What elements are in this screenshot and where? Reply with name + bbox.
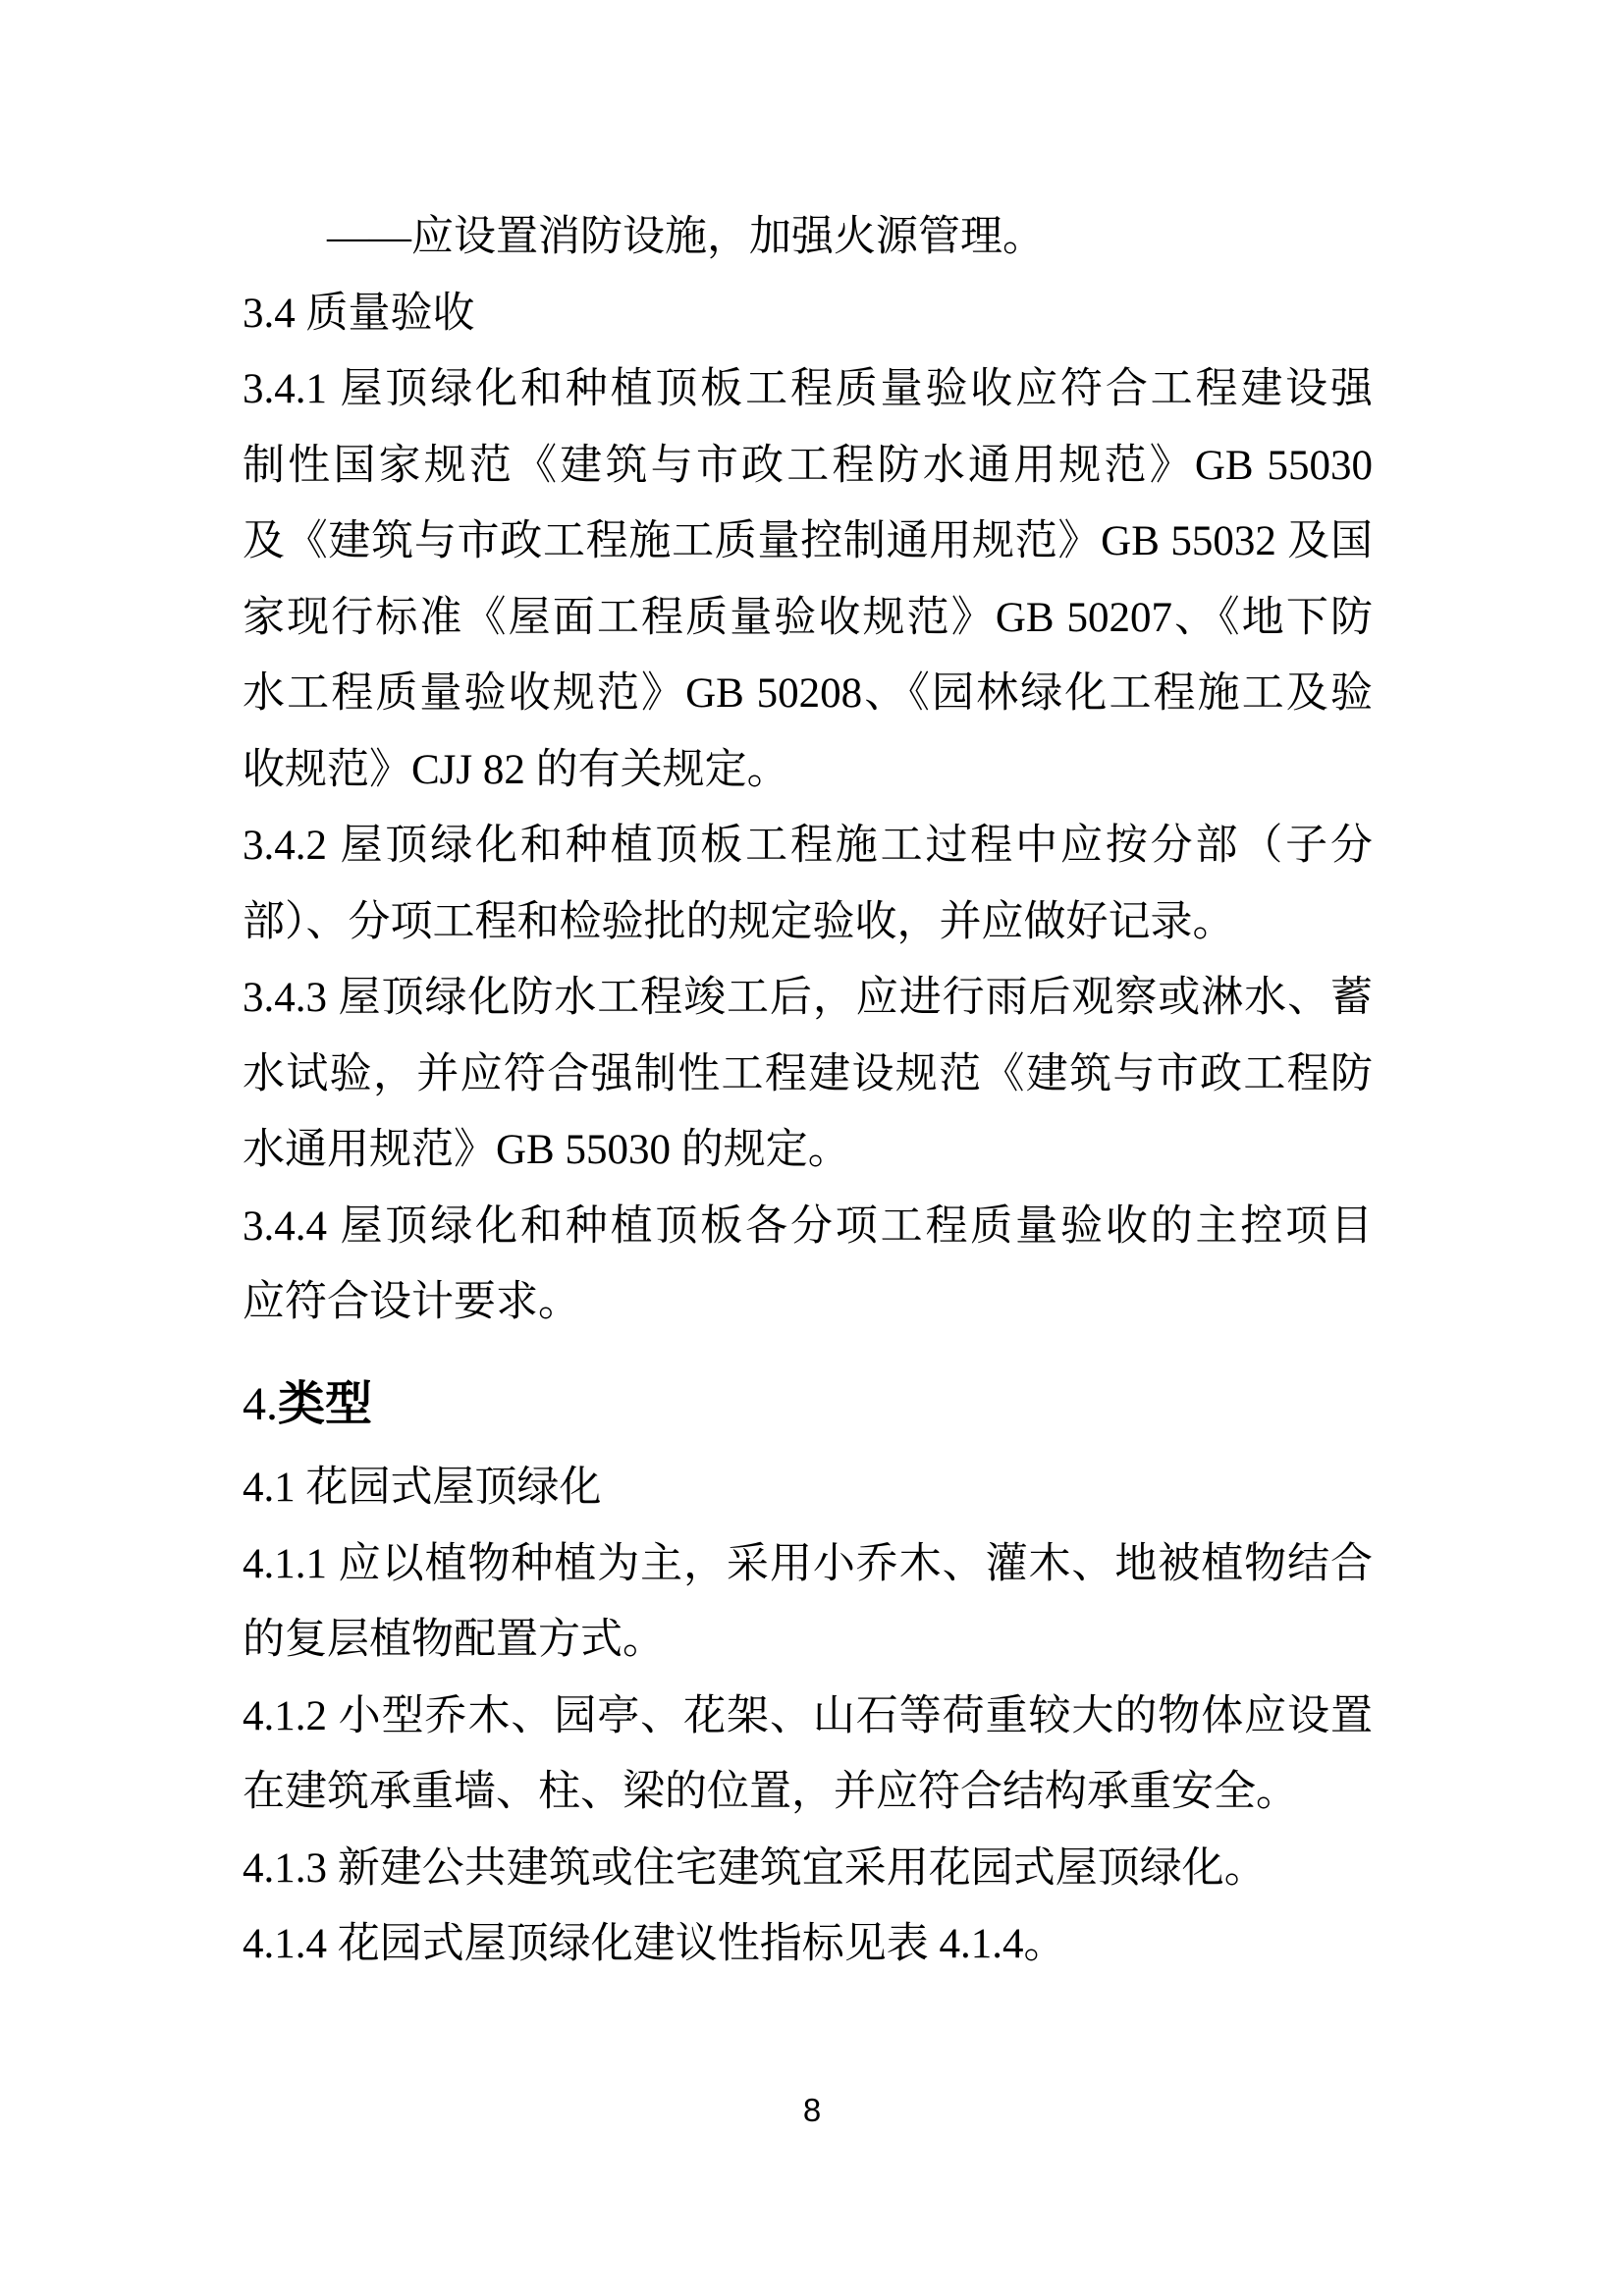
paragraph-line: 部）、分项工程和检验批的规定验收，并应做好记录。	[243, 898, 1235, 945]
paragraph-line: 4.1.4 花园式屋顶绿化建议性指标见表 4.1.4。	[243, 1921, 1066, 1967]
paragraph-line: 收规范》CJJ 82 的有关规定。	[243, 746, 789, 793]
paragraph-line: 4.1.3 新建公共建筑或住宅建筑宜采用花园式屋顶绿化。	[243, 1844, 1267, 1892]
section-title-4-1: 4.1 花园式屋顶绿化	[243, 1465, 602, 1511]
paragraph-line: 制性国家规范《建筑与市政工程防水通用规范》GB 55030	[243, 442, 1373, 489]
paragraph-line: 在建筑承重墙、柱、梁的位置，并应符合结构承重安全。	[243, 1769, 1298, 1815]
paragraph-line: 及《建筑与市政工程施工质量控制通用规范》GB 55032 及国	[243, 518, 1373, 564]
paragraph-line: 3.4.3 屋顶绿化防水工程竣工后，应进行雨后观察或淋水、蓄	[243, 975, 1373, 1021]
paragraph-line: 水工程质量验收规范》GB 50208、《园林绿化工程施工及验	[243, 670, 1373, 717]
paragraph-line: 3.4.2 屋顶绿化和种植顶板工程施工过程中应按分部（子分	[243, 823, 1373, 869]
page-footer	[0, 2091, 1624, 2130]
paragraph-line: 3.4.4 屋顶绿化和种植顶板各分项工程质量验收的主控项目	[243, 1202, 1373, 1250]
paragraph-line: ——应设置消防设施，加强火源管理。	[327, 214, 1045, 260]
section-title-3-4: 3.4 质量验收	[243, 290, 475, 337]
section-heading-number: 4.	[243, 1377, 278, 1430]
paragraph-line: 的复层植物配置方式。	[243, 1617, 665, 1663]
section-heading-4	[243, 1366, 1373, 1443]
paragraph-line: 4.1.1 应以植物种植为主，采用小乔木、灌木、地被植物结合	[243, 1540, 1373, 1587]
paragraph-line: 家现行标准《屋面工程质量验收规范》GB 50207、《地下防	[243, 594, 1373, 641]
paragraph-line: 3.4.1 屋顶绿化和种植顶板工程质量验收应符合工程建设强	[243, 366, 1373, 412]
document-body	[243, 199, 1373, 1983]
paragraph-line: 4.1.2 小型乔木、园亭、花架、山石等荷重较大的物体应设置	[243, 1692, 1373, 1739]
page-number: 8	[802, 2092, 822, 2128]
paragraph-line: 水试验，并应符合强制性工程建设规范《建筑与市政工程防	[243, 1050, 1373, 1097]
paragraph-line: 应符合设计要求。	[243, 1279, 580, 1325]
paragraph-line: 水通用规范》GB 55030 的规定。	[243, 1127, 850, 1173]
section-heading-label: 类型	[278, 1377, 373, 1430]
